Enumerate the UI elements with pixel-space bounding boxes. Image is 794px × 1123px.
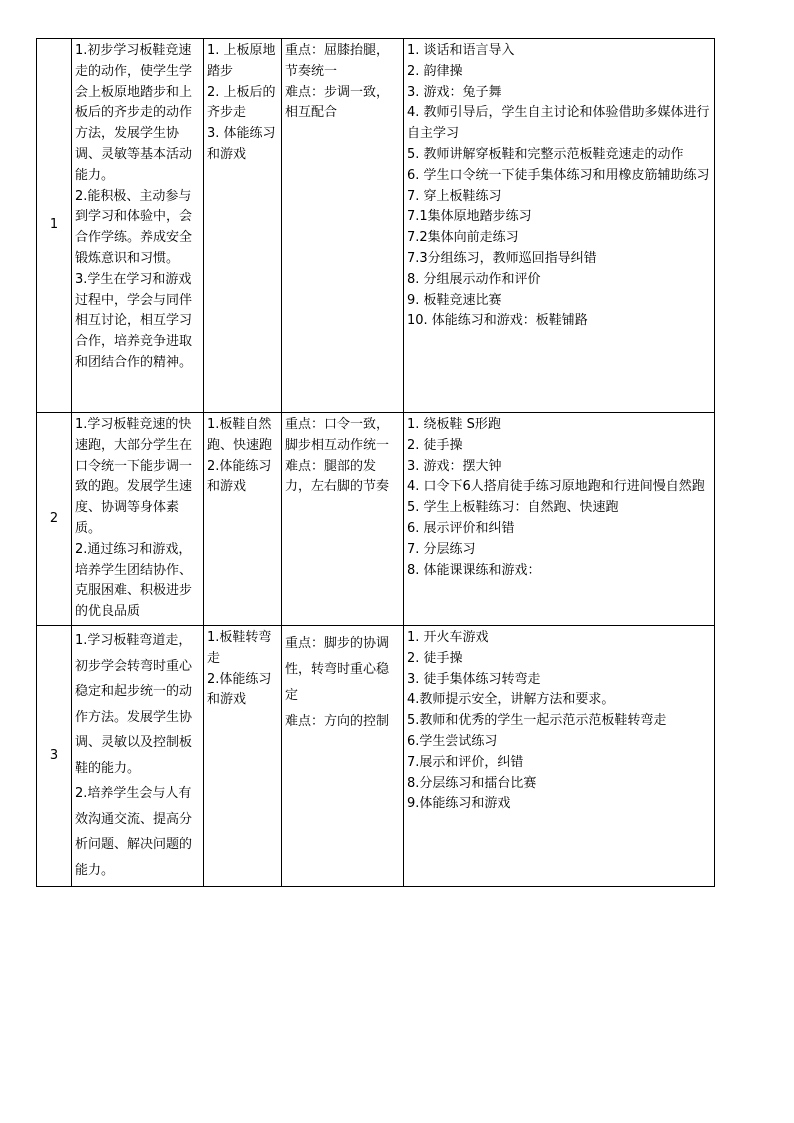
process-step: 7.2集体向前走练习	[407, 230, 519, 246]
lesson-content	[204, 39, 282, 413]
lesson-content	[204, 626, 282, 887]
content-item: 2.体能练习和游戏	[207, 458, 272, 495]
goal-item: 1.学习板鞋竞速的快速跑，大部分学生在口令统一下能步调一致的跑。发展学生速度、协调等身体素质。	[75, 417, 193, 536]
lesson-process	[404, 626, 715, 887]
goal-item: 2.能积极、主动参与到学习和体验中，会合作学练。养成安全锻炼意识和习惯。	[75, 188, 193, 266]
process-step: 5. 教师讲解穿板鞋和完整示范板鞋竞速走的动作	[407, 146, 684, 162]
lesson-process	[404, 39, 715, 413]
table-row	[37, 39, 715, 413]
lesson-content	[204, 413, 282, 626]
process-step: 2. 徒手操	[407, 437, 463, 453]
goal-item: 2.培养学生会与人有效沟通交流、提高分析问题、解决问题的能力。	[75, 786, 193, 878]
process-step: 3. 游戏：摆大钟	[407, 458, 502, 474]
goal-item: 3.学生在学习和游戏过程中，学会与同伴相互讨论，相互学习合作，培养竞争进取和团结合作的精神。	[75, 271, 193, 370]
lesson-number: 1	[37, 39, 72, 413]
process-step: 2. 韵律操	[407, 63, 463, 79]
lesson-goals	[72, 413, 204, 626]
process-step: 1. 绕板鞋 S形跑	[407, 417, 501, 432]
process-step: 1. 谈话和语言导入	[407, 43, 515, 58]
difficulty-point: 难点：腿部的发力，左右脚的节奏	[285, 458, 390, 495]
content-item: 1. 上板原地踏步	[207, 43, 276, 79]
goal-item: 1.学习板鞋弯道走，初步学会转弯时重心稳定和起步统一的动作方法。发展学生协调、灵敏以及控制板鞋的能力。	[75, 633, 193, 776]
process-step: 3. 徒手集体练习转弯走	[407, 671, 541, 687]
process-step: 9.体能练习和游戏	[407, 796, 511, 812]
lesson-goals	[72, 39, 204, 413]
lesson-key-points	[282, 413, 404, 626]
difficulty-point: 难点：步调一致，相互配合	[285, 84, 390, 121]
process-step: 7.3分组练习，教师巡回指导纠错	[407, 250, 597, 266]
process-step: 6. 展示评价和纠错	[407, 520, 515, 536]
process-step: 7.展示和评价，纠错	[407, 754, 524, 770]
lesson-process	[404, 413, 715, 626]
key-point: 重点：脚步的协调性，转弯时重心稳定	[285, 636, 390, 703]
process-step: 4. 口令下6人搭肩徒手练习原地跑和行进间慢自然跑	[407, 479, 705, 495]
key-point: 重点：屈膝抬腿，节奏统一	[285, 43, 390, 79]
process-step: 2. 徒手操	[407, 650, 463, 666]
lesson-plan-table	[36, 38, 715, 887]
lesson-number: 2	[37, 413, 72, 626]
table-row	[37, 626, 715, 887]
process-step: 6. 学生口令统一下徒手集体练习和用橡皮筋辅助练习	[407, 167, 710, 183]
table-row	[37, 413, 715, 626]
process-step: 6.学生尝试练习	[407, 733, 498, 749]
lesson-number: 3	[37, 626, 72, 887]
content-item: 2. 上板后的齐步走	[207, 84, 276, 121]
content-item: 2.体能练习和游戏	[207, 671, 272, 708]
process-step: 8.分层练习和擂台比赛	[407, 775, 537, 791]
process-step: 7.1集体原地踏步练习	[407, 209, 532, 225]
process-step: 5.教师和优秀的学生一起示范示范板鞋转弯走	[407, 713, 667, 729]
process-step: 4. 教师引导后，学生自主讨论和体验借助多媒体进行自主学习	[407, 105, 710, 142]
content-item: 1.板鞋自然跑、快速跑	[207, 417, 273, 453]
process-step: 7. 穿上板鞋练习	[407, 188, 502, 204]
process-step: 7. 分层练习	[407, 541, 476, 557]
process-step: 9. 板鞋竞速比赛	[407, 292, 502, 308]
process-step: 10. 体能练习和游戏：板鞋铺路	[407, 313, 588, 329]
process-step: 5. 学生上板鞋练习：自然跑、快速跑	[407, 500, 619, 516]
process-step: 8. 体能课课练和游戏：	[407, 562, 541, 578]
difficulty-point: 难点：方向的控制	[285, 714, 390, 729]
goal-item: 2.通过练习和游戏，培养学生团结协作、克服困难、积极进步的优良品质	[75, 541, 193, 620]
process-step: 3. 游戏：兔子舞	[407, 84, 502, 100]
lesson-goals	[72, 626, 204, 887]
lesson-key-points	[282, 626, 404, 887]
goal-item: 1.初步学习板鞋竞速走的动作，使学生学会上板原地踏步和上板后的齐步走的动作方法，发展学生协调、灵敏等基本活动能力。	[75, 43, 193, 183]
process-step: 8. 分组展示动作和评价	[407, 271, 541, 287]
process-step: 1. 开火车游戏	[407, 630, 489, 645]
process-step: 4.教师提示安全，讲解方法和要求。	[407, 692, 615, 708]
lesson-key-points	[282, 39, 404, 413]
content-item: 3. 体能练习和游戏	[207, 126, 276, 162]
key-point: 重点：口令一致，脚步相互动作统一	[285, 417, 390, 453]
content-item: 1.板鞋转弯走	[207, 630, 272, 666]
